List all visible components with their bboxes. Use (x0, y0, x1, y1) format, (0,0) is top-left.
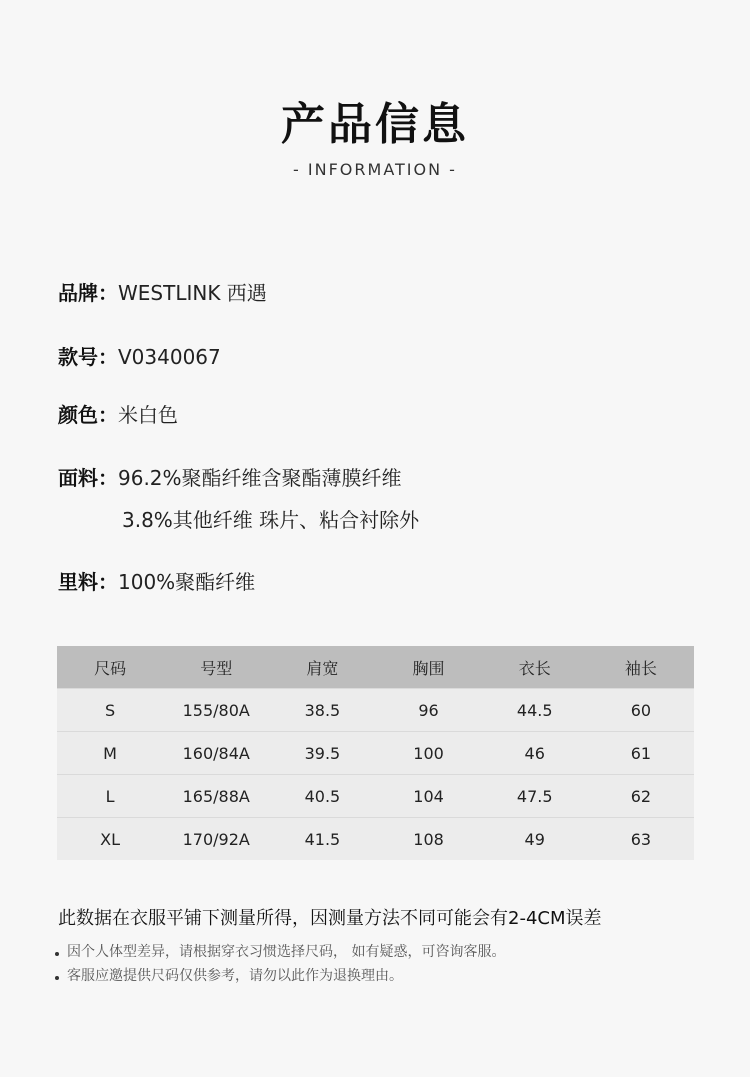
measurement-note-heading: 此数据在衣服平铺下测量所得，因测量方法不同可能会有2-4CM误差 (58, 908, 602, 929)
size-header-cell: 肩宽 (269, 646, 375, 689)
table-cell: 63 (588, 818, 694, 861)
table-cell: 170/92A (163, 818, 269, 861)
lining-value: 100%聚酯纤维 (118, 570, 256, 594)
fabric-value-line1: 96.2%聚酯纤维含聚酯薄膜纤维 (118, 466, 402, 490)
lining-label: 里料： (58, 570, 118, 594)
table-cell: 49 (482, 818, 588, 861)
table-cell: 165/88A (163, 775, 269, 818)
table-cell: 39.5 (269, 732, 375, 775)
table-cell: 96 (375, 689, 481, 732)
lining-row (58, 568, 255, 596)
note-item (55, 965, 403, 985)
fabric-row (58, 464, 402, 492)
size-table (57, 646, 694, 860)
table-cell: 40.5 (269, 775, 375, 818)
table-cell: 61 (588, 732, 694, 775)
note-item (55, 941, 505, 961)
page-subtitle: - INFORMATION - (293, 160, 457, 179)
table-cell: 100 (375, 732, 481, 775)
table-row (57, 818, 694, 861)
style-no-value: V0340067 (118, 345, 221, 369)
brand-label: 品牌： (58, 281, 118, 305)
color-label: 颜色： (58, 403, 118, 427)
table-row (57, 732, 694, 775)
color-row (58, 401, 178, 429)
table-cell: 155/80A (163, 689, 269, 732)
bullet-icon (55, 976, 59, 980)
fabric-value-line2: 3.8%其他纤维 珠片、粘合衬除外 (122, 508, 420, 532)
size-header-cell: 袖长 (588, 646, 694, 689)
size-table-header-row (57, 646, 694, 689)
note-item-text: 客服应邀提供尺码仅供参考，请勿以此作为退换理由。 (67, 968, 403, 984)
size-header-cell: 衣长 (482, 646, 588, 689)
brand-row (58, 279, 267, 307)
table-cell: 38.5 (269, 689, 375, 732)
color-value: 米白色 (118, 403, 178, 427)
fabric-label: 面料： (58, 466, 118, 490)
table-cell: 60 (588, 689, 694, 732)
table-cell: L (57, 775, 163, 818)
table-cell: 47.5 (482, 775, 588, 818)
table-row (57, 689, 694, 732)
style-no-row (58, 343, 221, 371)
table-cell: 62 (588, 775, 694, 818)
size-header-cell: 号型 (163, 646, 269, 689)
table-cell: 46 (482, 732, 588, 775)
table-cell: 41.5 (269, 818, 375, 861)
note-item-text: 因个人体型差异，请根据穿衣习惯选择尺码， 如有疑惑，可咨询客服。 (67, 944, 506, 960)
size-header-cell: 尺码 (57, 646, 163, 689)
table-cell: M (57, 732, 163, 775)
style-no-label: 款号： (58, 345, 118, 369)
table-cell: 104 (375, 775, 481, 818)
bullet-icon (55, 952, 59, 956)
table-cell: 160/84A (163, 732, 269, 775)
size-header-cell: 胸围 (375, 646, 481, 689)
page-title: 产品信息 (281, 99, 469, 150)
table-cell: 108 (375, 818, 481, 861)
table-row (57, 775, 694, 818)
table-cell: S (57, 689, 163, 732)
table-cell: XL (57, 818, 163, 861)
table-cell: 44.5 (482, 689, 588, 732)
brand-value: WESTLINK 西遇 (118, 281, 267, 305)
